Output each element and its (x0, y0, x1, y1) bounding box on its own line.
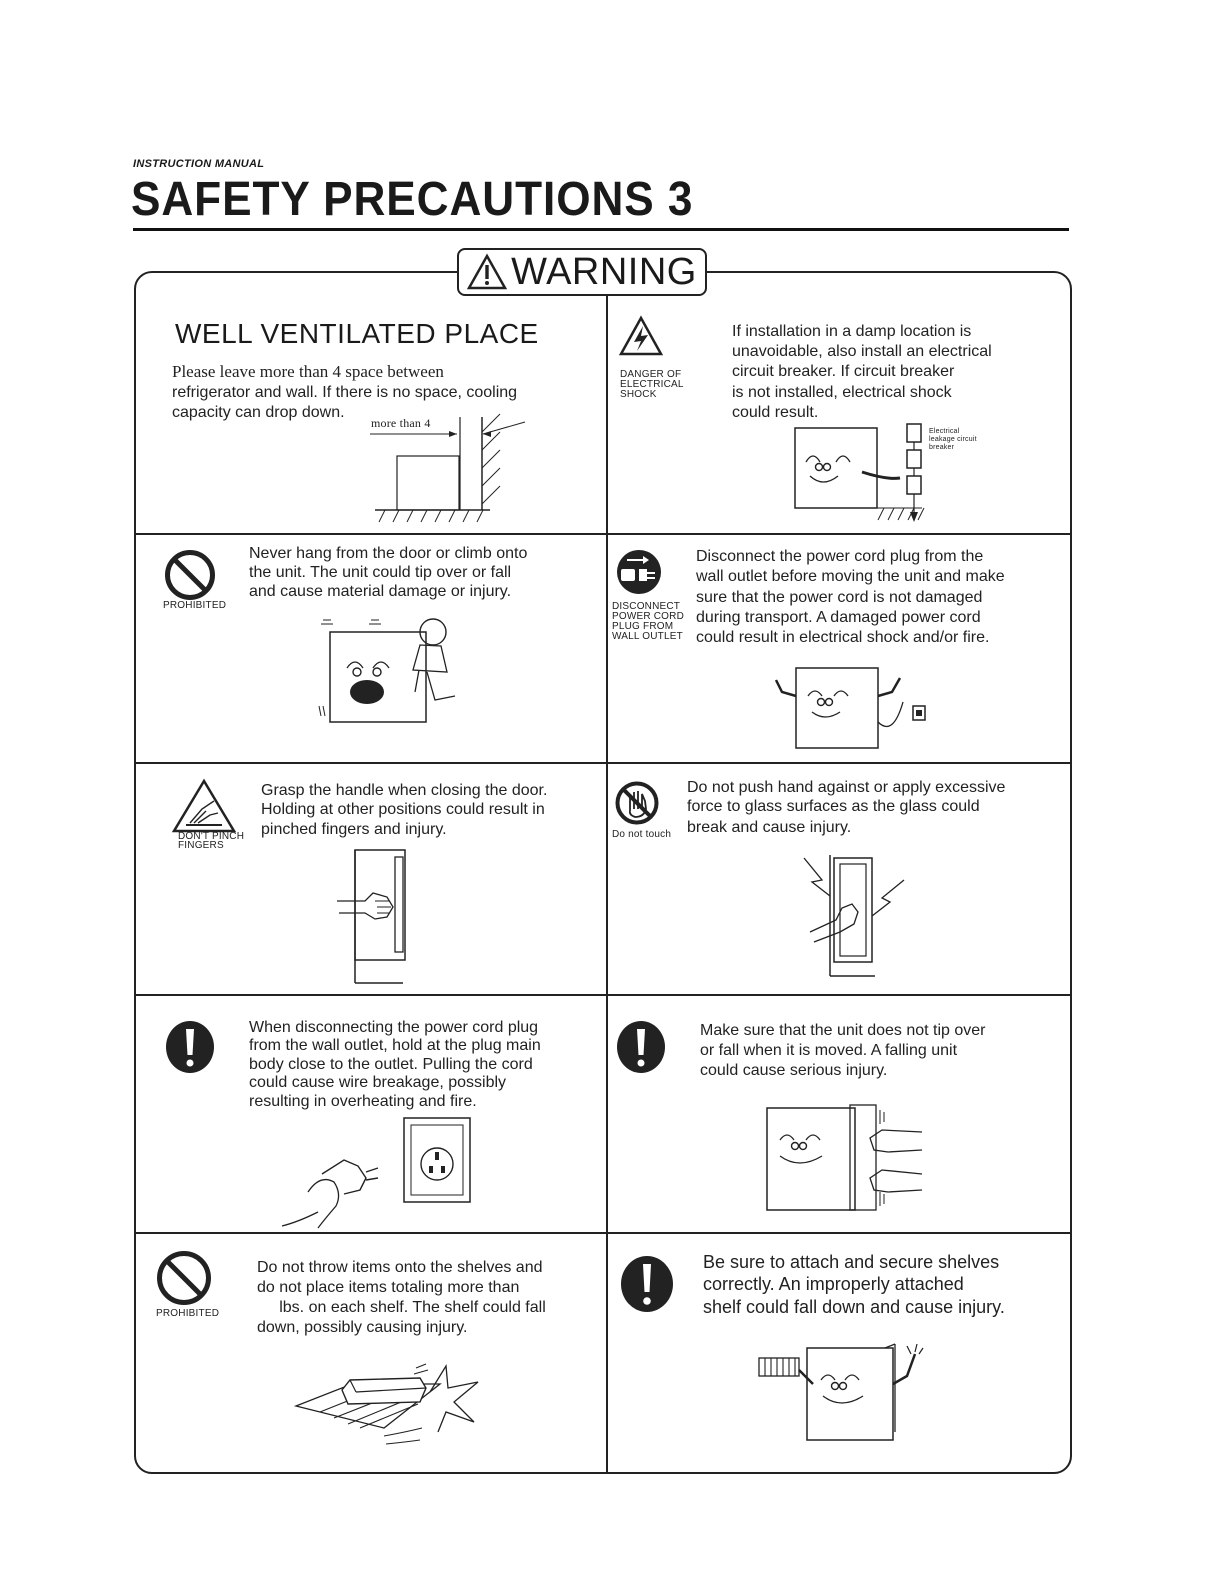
moving-refrigerator-illustration (762, 1100, 932, 1215)
hang-text-line: the unit. The unit could tip over or fall (249, 564, 512, 581)
glass-text-line: Do not push hand against or apply excessive (687, 779, 1006, 796)
ventilation-heading: WELL VENTILATED PLACE (175, 318, 539, 349)
throw-text-line: do not place items totaling more than (257, 1279, 520, 1296)
glass-text-line: break and cause injury. (687, 819, 852, 836)
breaker-label: Electrical (929, 428, 960, 435)
hang-text-line: and cause material damage or injury. (249, 583, 512, 600)
disconnect-text-line: could result in electrical shock and/or fire. (696, 629, 990, 646)
glass-door-illustration (800, 850, 920, 980)
plug-text-line: body close to the outlet. Pulling the cord (249, 1056, 533, 1073)
tip-text-line: could cause serious injury. (700, 1062, 888, 1079)
shelves-text-line: Be sure to attach and secure shelves (703, 1252, 1000, 1272)
breaker-label: leakage circuit (929, 436, 977, 443)
plug-text-line: When disconnecting the power cord plug (249, 1019, 539, 1036)
disconnect-text-line: during transport. A damaged power cord (696, 609, 981, 626)
row-divider (135, 1232, 1071, 1234)
glass-text-line: force to glass surfaces as the glass could (687, 798, 980, 815)
disconnect-text-line: sure that the power cord is not damaged (696, 589, 983, 606)
falling-shelf-illustration (290, 1362, 490, 1452)
column-divider (606, 273, 608, 1473)
do-not-touch-icon (615, 781, 659, 825)
icon-caption: PLUG FROM (612, 621, 674, 632)
damp-text-line: If installation in a damp location is (732, 323, 972, 340)
shelves-text-line: shelf could fall down and cause injury. (703, 1297, 1005, 1317)
shelves-text-line: correctly. An improperly attached (703, 1274, 964, 1294)
warning-triangle-icon (467, 254, 507, 290)
icon-caption: DANGER OF (620, 369, 682, 380)
pinch-text-line: Holding at other positions could result in (261, 801, 545, 818)
pinch-fingers-icon (172, 779, 236, 833)
warning-banner (457, 248, 707, 296)
mandatory-action-icon (619, 1254, 675, 1314)
unplugged-refrigerator-illustration (768, 662, 938, 752)
plug-text-line: could cause wire breakage, possibly (249, 1074, 507, 1091)
icon-caption: FINGERS (178, 840, 224, 851)
tip-text-line: or fall when it is moved. A falling unit (700, 1042, 958, 1059)
throw-text-line: Do not throw items onto the shelves and (257, 1259, 543, 1276)
disconnect-text-line: wall outlet before moving the unit and make (696, 568, 1005, 585)
disconnect-plug-icon (615, 548, 663, 596)
hand-holding-plug-illustration (278, 1112, 478, 1230)
breaker-label: breaker (929, 444, 955, 451)
damp-text-line: is not installed, electrical shock (732, 384, 952, 401)
shelf-installation-illustration (755, 1340, 930, 1446)
icon-caption: SHOCK (620, 389, 657, 400)
plug-text-line: from the wall outlet, hold at the plug main (249, 1037, 541, 1054)
icon-caption: PROHIBITED (156, 1308, 220, 1319)
title-rule (133, 228, 1069, 231)
throw-text-line: down, possibly causing injury. (257, 1319, 468, 1336)
icon-caption: PROHIBITED (163, 600, 227, 611)
prohibited-icon (164, 549, 216, 601)
mandatory-action-icon (164, 1019, 216, 1075)
warning-label: WARNING (511, 250, 697, 293)
mandatory-action-icon (615, 1019, 667, 1075)
electrical-shock-icon (619, 316, 663, 356)
pinch-text-line: Grasp the handle when closing the door. (261, 782, 548, 799)
row-divider (135, 762, 1071, 764)
damp-text-line: could result. (732, 404, 819, 421)
hang-text-line: Never hang from the door or climb onto (249, 545, 528, 562)
damp-text-line: circuit breaker. If circuit breaker (732, 363, 955, 380)
icon-caption: WALL OUTLET (612, 631, 683, 642)
refrigerator-breaker-illustration (792, 420, 942, 525)
icon-caption: Do not touch (612, 829, 672, 840)
clearance-label: more than 4 (371, 416, 431, 430)
climbing-child-illustration (315, 612, 475, 732)
icon-caption: POWER CORD (612, 611, 684, 622)
plug-text-line: resulting in overheating and fire. (249, 1093, 477, 1110)
disconnect-text-line: Disconnect the power cord plug from the (696, 548, 984, 565)
pinch-text-line: pinched fingers and injury. (261, 821, 447, 838)
row-divider (135, 533, 1071, 535)
tip-text-line: Make sure that the unit does not tip over (700, 1022, 986, 1039)
clearance-diagram (365, 412, 545, 527)
icon-caption: DISCONNECT (612, 601, 681, 612)
icon-caption: ELECTRICAL (620, 379, 684, 390)
damp-text-line: unavoidable, also install an electrical (732, 343, 992, 360)
ventilation-text-line: refrigerator and wall. If there is no space, cooling (172, 384, 518, 401)
manual-label: INSTRUCTION MANUAL (133, 158, 265, 170)
ventilation-text-line: Please leave more than 4 space between (172, 362, 444, 381)
throw-text-line: lbs. on each shelf. The shelf could fall (257, 1299, 546, 1316)
icon-caption: DON'T PINCH (178, 831, 245, 842)
prohibited-icon (156, 1250, 212, 1306)
ventilation-text-line: capacity can drop down. (172, 404, 345, 421)
row-divider (135, 994, 1071, 996)
page-title: SAFETY PRECAUTIONS 3 (131, 173, 694, 226)
door-handle-illustration (335, 845, 425, 990)
